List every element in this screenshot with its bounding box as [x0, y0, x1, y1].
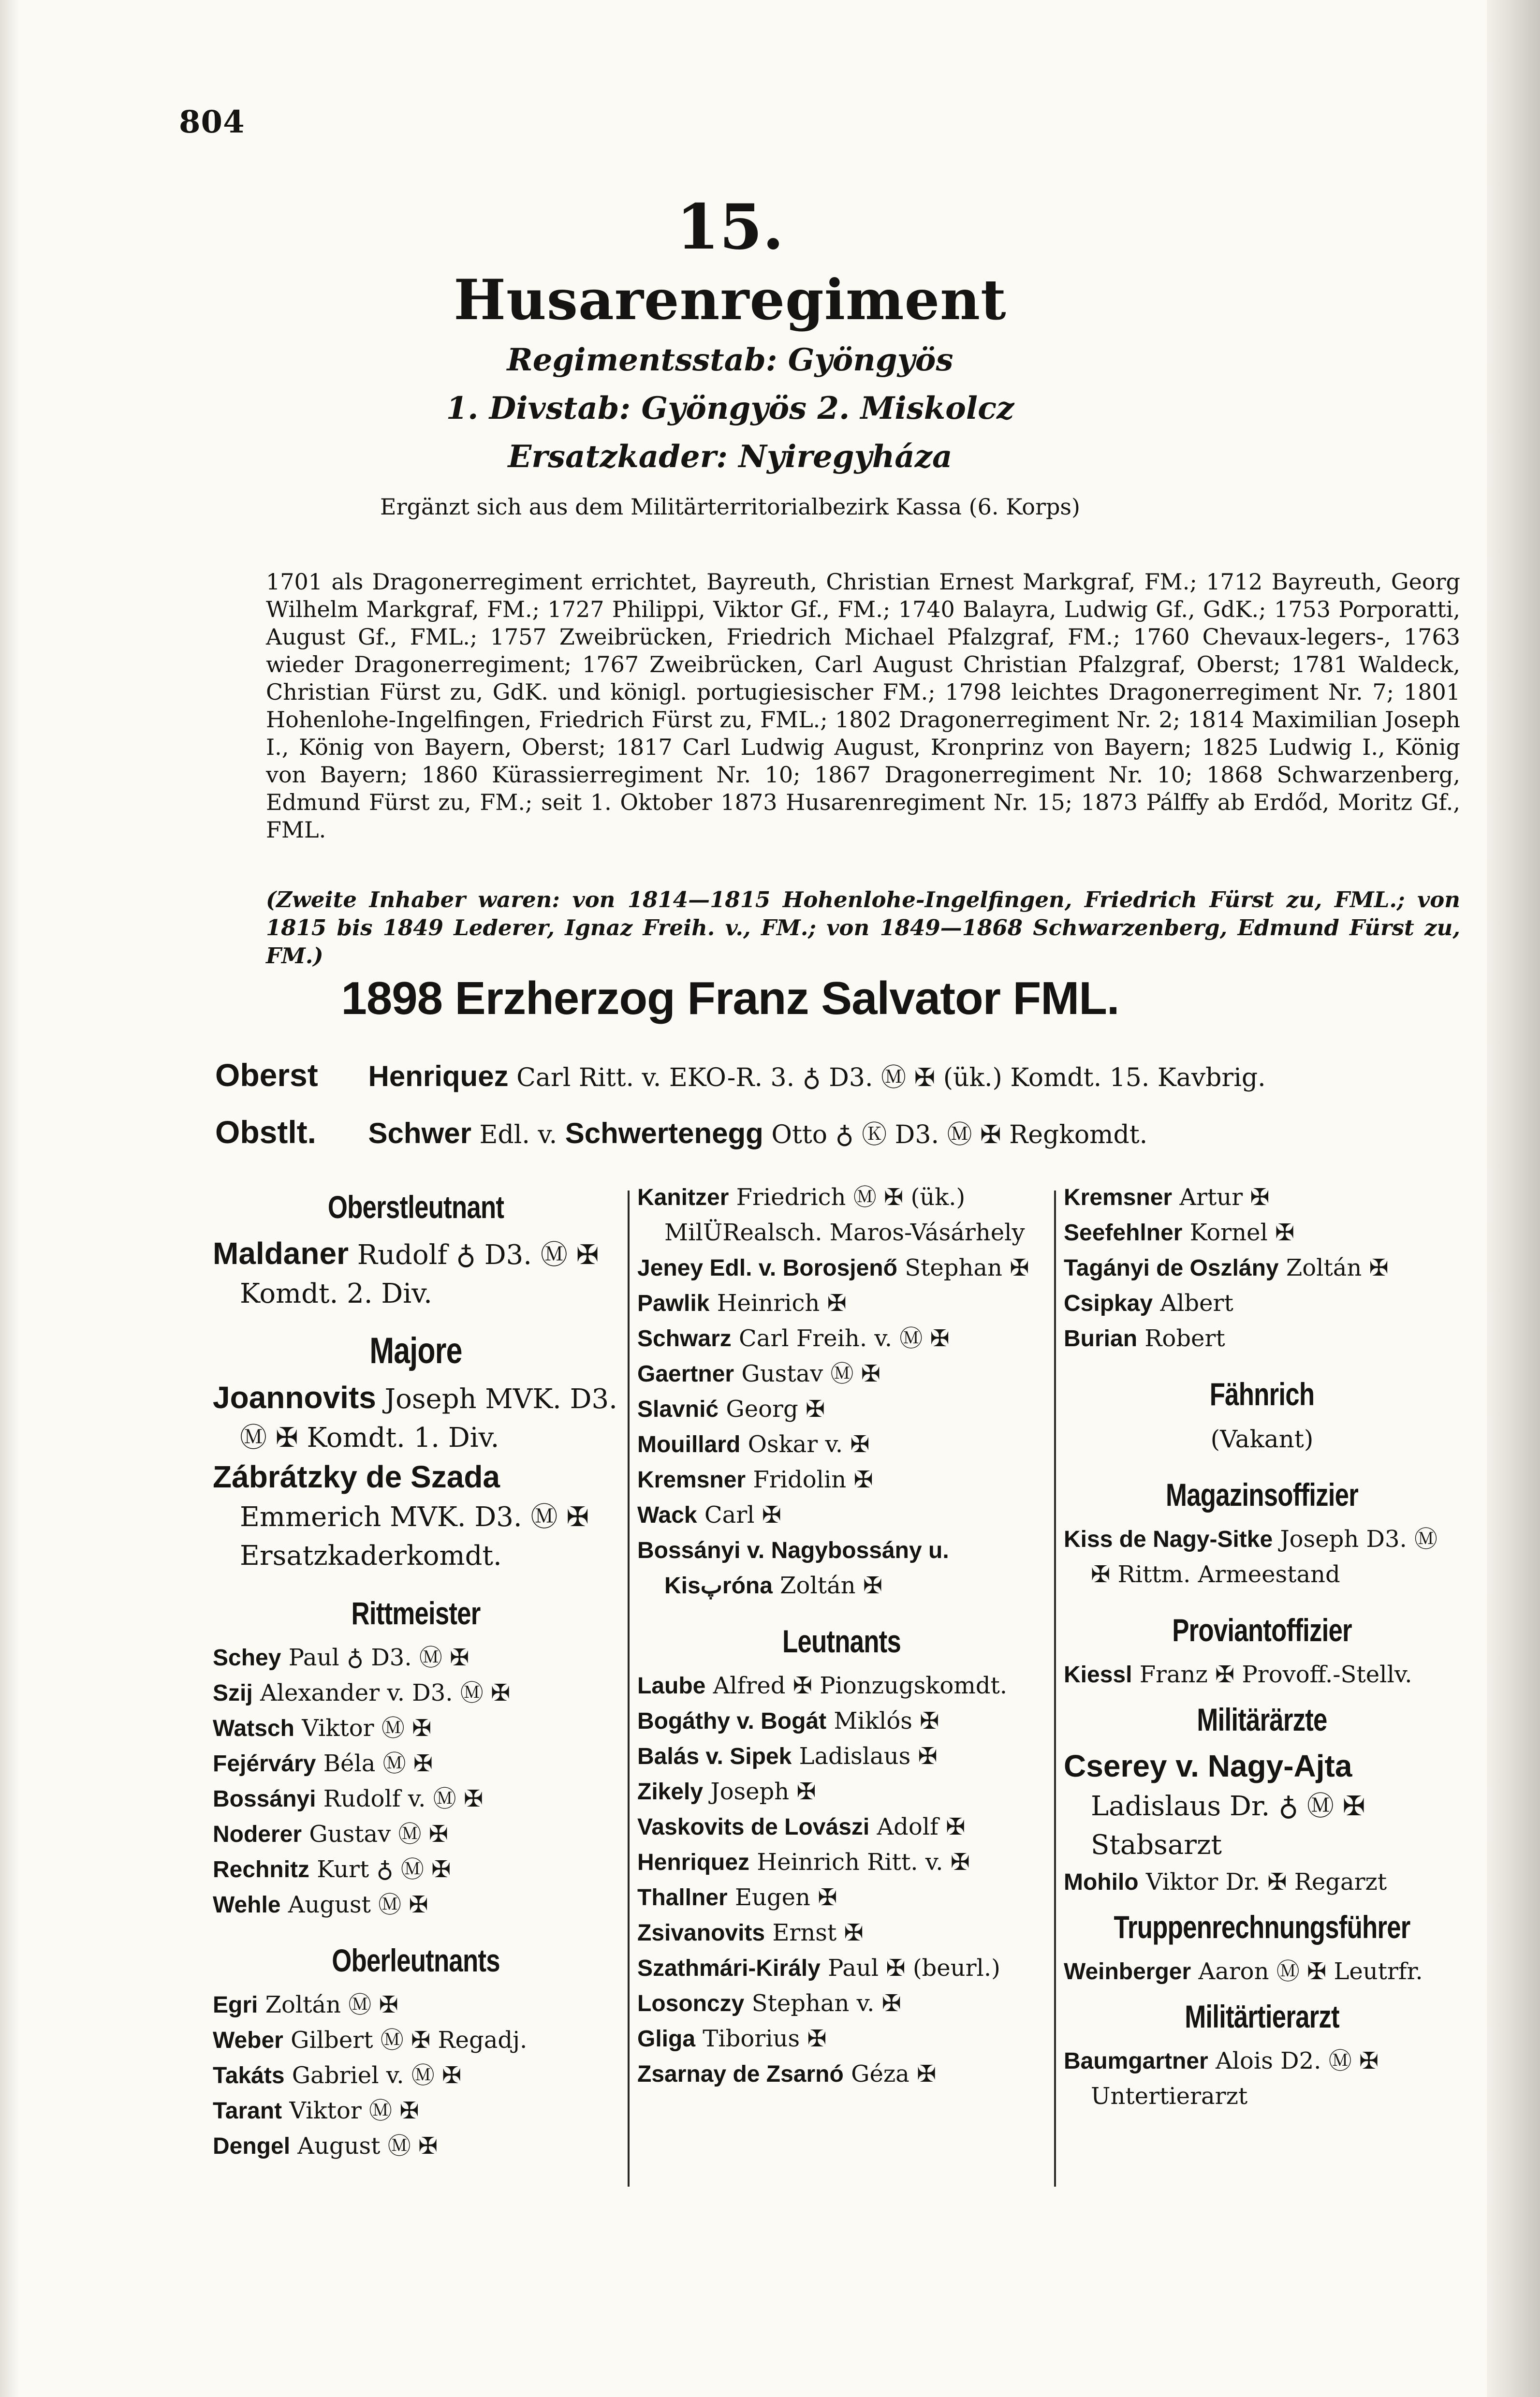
officer-details: Rudolf ♁ D3. Ⓜ ✠ Komdt. 2. Div. — [240, 1239, 599, 1309]
officer-surname: Watsch — [213, 1716, 294, 1741]
section-subtitle-vakant: (Vakant) — [1210, 1425, 1314, 1453]
list-item — [1064, 2044, 1460, 2114]
officer-surname: Burian — [1064, 1326, 1138, 1352]
officer-surname: Bogáthy v. Bogát — [637, 1708, 827, 1734]
officer-surname: Bossányi v. Nagybossány u. Kisپróna — [637, 1538, 949, 1599]
list-item — [213, 1887, 619, 1923]
list-item — [637, 1462, 1046, 1498]
officer-details: August Ⓜ ✠ — [297, 2132, 438, 2160]
officer-surname: Maldaner — [213, 1236, 349, 1271]
list-item — [213, 1987, 619, 2023]
officer-details: Ernst ✠ — [772, 1919, 864, 1946]
column-middle — [637, 1180, 1046, 2092]
officer-surname: Mouillard — [637, 1432, 741, 1457]
zweite-inhaber: (Zweite Inhaber waren: von 1814—1815 Hohenlohe-Ingelfingen, Friedrich Fürst zu, FML.; von 1815 bis 1849 Lederer, Ignaz Freih. v., FM.; von 1849—1868 Schwarzenberg, Edmund Fürst zu, FM.) — [266, 887, 1460, 969]
officer-surname: Tarant — [213, 2098, 282, 2124]
section-title-magazinsoffizier: Magazinsoffizier — [1166, 1477, 1358, 1513]
officer-details: Gustav Ⓜ ✠ — [741, 1360, 881, 1387]
officer-surname: Wehle — [213, 1892, 281, 1918]
officer-surname: Tagányi de Oszlány — [1064, 1255, 1279, 1281]
officer-details: Heinrich Ritt. v. ✠ — [757, 1849, 970, 1876]
list-item — [1064, 1215, 1460, 1250]
officer-details: Emmerich MVK. D3. Ⓜ ✠ Ersatzkaderkomdt. — [240, 1501, 589, 1572]
officer-details: Viktor Ⓜ ✠ — [289, 2097, 419, 2124]
list-item — [1064, 1321, 1460, 1356]
officer-details: Carl Ritt. v. EKO-R. 3. ♁ D3. Ⓜ ✠ (ük.) Komdt. 15. Kavbrig. — [516, 1063, 1266, 1092]
ersatzkader-line: Ersatzkader: Nyiregyháza — [508, 439, 953, 475]
column-left — [213, 1180, 619, 2164]
regiment-header — [203, 191, 1257, 529]
officer-details: Artur ✠ — [1179, 1184, 1270, 1211]
regimentsstab-line: Regimentsstab: Gyöngyös — [507, 342, 953, 378]
officer-details: Miklós ✠ — [834, 1707, 939, 1735]
officer-surname: Fejérváry — [213, 1751, 316, 1777]
section-title-militaertierarzt: Militärtierarzt — [1185, 1999, 1339, 2034]
officer-details: Alfred ✠ Pionzugskomdt. — [713, 1672, 1008, 1699]
list-item — [213, 2023, 619, 2058]
section-title-leutnants: Leutnants — [782, 1623, 901, 1659]
officer-surname: Rechnitz — [213, 1857, 310, 1882]
page-right-edge — [1487, 0, 1540, 2397]
officer-details: Oskar v. ✠ — [748, 1431, 870, 1458]
section-title-proviantoffizier: Proviantoffizier — [1172, 1612, 1352, 1648]
column-right — [1064, 1180, 1460, 2114]
list-item — [1064, 1180, 1460, 1215]
rank-label: Obstlt. — [215, 1114, 316, 1150]
list-item — [213, 1457, 619, 1575]
officer-surname: Baumgartner — [1064, 2048, 1208, 2074]
officer-surname: Zábrátzky de Szada — [213, 1459, 500, 1494]
command-row-obstlt — [215, 1114, 1472, 1150]
officer-details: Adolf ✠ — [877, 1813, 966, 1840]
inhaber-line: 1898 Erzherzog Franz Salvator FML. — [341, 972, 1119, 1024]
officer-surname: Cserey v. Nagy-Ajta — [1064, 1749, 1352, 1783]
list-item — [213, 2093, 619, 2129]
list-item — [637, 1250, 1046, 1286]
list-item — [637, 1845, 1046, 1880]
officer-surname: Joannovits — [213, 1380, 376, 1415]
list-item — [637, 1427, 1046, 1462]
officer-surname: Henriquez — [368, 1060, 509, 1092]
officer-surname: Zsarnay de Zsarnó — [637, 2061, 844, 2087]
officer-surname: Gaertner — [637, 1361, 734, 1387]
officer-details: Zoltán Ⓜ ✠ — [265, 1991, 398, 2018]
officer-details: Robert — [1144, 1325, 1225, 1352]
list-item — [637, 1704, 1046, 1739]
officer-surname-2: Schwertenegg — [565, 1117, 763, 1149]
officer-surname: Csipkay — [1064, 1291, 1153, 1316]
list-item — [1064, 1747, 1460, 1865]
officer-details: Gabriel v. Ⓜ ✠ — [292, 2062, 462, 2089]
rank-label: Oberst — [215, 1057, 318, 1093]
list-item — [1064, 1657, 1460, 1692]
officer-details: Tiborius ✠ — [703, 2025, 827, 2052]
list-item — [637, 1668, 1046, 1704]
divstab-line: 1. Divstab: Gyöngyös 2. Miskolcz — [446, 390, 1014, 426]
page-number: 804 — [179, 104, 245, 140]
list-item — [1064, 1286, 1460, 1321]
page-left-edge — [0, 0, 19, 2397]
officer-details: Alexander v. D3. Ⓜ ✠ — [260, 1679, 511, 1706]
officer-surname: Thallner — [637, 1885, 728, 1911]
officer-details: Gilbert Ⓜ ✠ Regadj. — [291, 2027, 528, 2054]
list-item — [637, 1809, 1046, 1845]
list-item — [637, 1880, 1046, 1915]
officer-surname: Pawlik — [637, 1291, 710, 1316]
officer-surname: Jeney Edl. v. Borosjenő — [637, 1255, 897, 1281]
officer-details: Kornel ✠ — [1189, 1219, 1295, 1246]
list-item — [213, 1781, 619, 1817]
officer-surname: Seefehlner — [1064, 1220, 1183, 1246]
officer-surname: Weinberger — [1064, 1959, 1191, 1985]
section-title-oberstleutnant: Oberstleutnant — [327, 1189, 504, 1225]
officer-particle: Edl. v. — [479, 1120, 557, 1149]
officer-details: Georg ✠ — [726, 1396, 825, 1423]
list-item — [637, 2057, 1046, 2092]
officer-surname: Schey — [213, 1645, 281, 1671]
list-item — [1064, 1865, 1460, 1900]
officer-details: Ladislaus ✠ — [799, 1743, 938, 1770]
officer-surname: Kanitzer — [637, 1185, 729, 1210]
regiment-title: Husarenregiment — [454, 267, 1007, 332]
section-title-majore: Majore — [369, 1330, 462, 1371]
officer-surname: Balás v. Sipek — [637, 1744, 792, 1769]
list-item — [213, 1852, 619, 1887]
list-item — [213, 1746, 619, 1781]
officer-surname: Kiss de Nagy-Sitke — [1064, 1527, 1273, 1552]
officer-details: Joseph ✠ — [710, 1778, 816, 1805]
officer-details: Albert — [1160, 1290, 1233, 1317]
list-item — [637, 1498, 1046, 1533]
section-title-truppenrechnungsfuehrer: Truppenrechnungsführer — [1114, 1909, 1410, 1945]
list-item — [1064, 1954, 1460, 1989]
officer-details: Stephan v. ✠ — [751, 1990, 901, 2017]
officer-surname: Noderer — [213, 1822, 302, 1847]
officer-details: Carl ✠ — [704, 1501, 781, 1529]
officer-surname: Kremsner — [1064, 1185, 1173, 1210]
officer-surname: Szathmári-Király — [637, 1956, 821, 1981]
officer-surname: Takáts — [213, 2063, 285, 2088]
regiment-number: 15. — [676, 191, 784, 264]
list-item — [637, 1951, 1046, 1986]
officer-details: Gustav Ⓜ ✠ — [309, 1821, 448, 1848]
officer-details: Carl Freih. v. Ⓜ ✠ — [739, 1325, 950, 1352]
officer-surname: Kiessl — [1064, 1662, 1132, 1688]
officer-details: Kurt ♁ Ⓜ ✠ — [317, 1856, 451, 1883]
officer-surname: Dengel — [213, 2133, 291, 2159]
officer-surname: Szij — [213, 1680, 253, 1706]
officer-details: Viktor Dr. ✠ Regarzt — [1145, 1868, 1387, 1896]
erganzt-line: Ergänzt sich aus dem Militärterritorialbezirk Kassa (6. Korps) — [380, 494, 1080, 520]
officer-surname: Zikely — [637, 1779, 704, 1805]
officer-surname: Bossányi — [213, 1786, 316, 1812]
officer-details: Zoltán ✠ — [1286, 1254, 1389, 1281]
list-item — [637, 1915, 1046, 1951]
list-item — [637, 1286, 1046, 1321]
list-item — [213, 1817, 619, 1852]
list-item — [213, 1676, 619, 1711]
list-item — [637, 1180, 1046, 1250]
officer-surname: Schwer — [368, 1117, 471, 1149]
officer-details: Heinrich ✠ — [717, 1290, 847, 1317]
list-item — [213, 1378, 619, 1457]
list-item — [637, 1533, 1046, 1603]
section-title-rittmeister: Rittmeister — [351, 1595, 481, 1631]
list-item — [637, 1739, 1046, 1774]
officer-surname: Henriquez — [637, 1850, 750, 1875]
officer-details: Zoltán ✠ — [780, 1572, 883, 1599]
officer-details: Alois D2. Ⓜ ✠ Untertierarzt — [1091, 2047, 1379, 2110]
list-item — [637, 1356, 1046, 1392]
officer-surname: Gliga — [637, 2026, 696, 2052]
section-title-oberleutnants: Oberleutnants — [332, 1942, 500, 1978]
officer-details: Géza ✠ — [851, 2060, 937, 2088]
officer-details: Eugen ✠ — [734, 1884, 837, 1911]
list-item — [213, 1711, 619, 1746]
column-divider — [1054, 1191, 1056, 2187]
list-item — [213, 1234, 619, 1313]
officer-details: Friedrich Ⓜ ✠ (ük.) MilÜRealsch. Maros-Vásárhely — [664, 1184, 1025, 1246]
officer-surname: Wack — [637, 1502, 697, 1528]
section-title-faehnrich: Fähnrich — [1209, 1376, 1315, 1412]
officer-details: Otto ♁ Ⓚ D3. Ⓜ ✠ Regkomdt. — [771, 1120, 1148, 1149]
list-item — [637, 1321, 1046, 1356]
officer-details: Joseph D3. Ⓜ ✠ Rittm. Armeestand — [1091, 1526, 1438, 1588]
section-title-militaeraerzte: Militärärzte — [1197, 1702, 1327, 1737]
list-item — [637, 1774, 1046, 1809]
officer-details: Ladislaus Dr. ♁ Ⓜ ✠ Stabsarzt — [1091, 1791, 1365, 1861]
officer-details: Fridolin ✠ — [753, 1466, 873, 1493]
list-item — [213, 2129, 619, 2164]
list-item — [213, 2058, 619, 2093]
column-divider — [628, 1191, 630, 2187]
list-item — [637, 1986, 1046, 2021]
list-item — [1064, 1250, 1460, 1286]
officer-details: Franz ✠ Provoff.-Stellv. — [1139, 1661, 1412, 1688]
officer-surname: Kremsner — [637, 1467, 746, 1493]
officer-surname: Schwarz — [637, 1326, 732, 1352]
officer-details: Stephan ✠ — [905, 1254, 1029, 1281]
officer-details: Aaron Ⓜ ✠ Leutrfr. — [1198, 1958, 1423, 1985]
officer-surname: Vaskovits de Lovászi — [637, 1814, 870, 1840]
list-item — [637, 2021, 1046, 2057]
officer-details: Joseph MVK. D3. Ⓜ ✠ Komdt. 1. Div. — [240, 1383, 617, 1454]
officer-surname: Weber — [213, 2028, 283, 2053]
officer-surname: Mohilo — [1064, 1869, 1139, 1895]
officer-details: Béla Ⓜ ✠ — [323, 1750, 433, 1777]
officer-details: Paul ✠ (beurl.) — [828, 1955, 1000, 1982]
officer-details: August Ⓜ ✠ — [288, 1891, 428, 1918]
list-item — [1064, 1522, 1460, 1592]
officer-details: Paul ♁ D3. Ⓜ ✠ — [288, 1644, 469, 1671]
regiment-history: 1701 als Dragonerregiment errichtet, Bayreuth, Christian Ernest Markgraf, FM.; 1712 Bayreuth, Georg Wilhelm Markgraf, FM.; 1727 Philippi, Viktor Gf., FM.; 1740 Balayra, Ludwig Gf., GdK.; 1753 Porporatti, August Gf., FML.; 1757 Zweibrücken, Friedrich Michael Pfalzgraf, FM.; 1760 Chevaux-legers-, 1763 wieder Dragonerregiment; 1767 Zweibrücken, Carl August Christian Pfalzgraf, Oberst; 1781 Waldeck, Christian Fürst zu, GdK. und königl. portugiesischer FM.; 1798 leichtes Dragonerregiment Nr. 7; 1801 Hohenlohe-Ingelfingen, Friedrich Fürst zu, FML.; 1802 Dragonerregiment Nr. 2; 1814 Maximilian Joseph I., König von Bayern, Oberst; 1817 Carl Ludwig August, Kronprinz von Bayern; 1825 Ludwig I., König von Bayern; 1860 Kürassierregiment Nr. 10; 1867 Dragonerregiment Nr. 10; 1868 Schwarzenberg, Edmund Fürst zu, FM.; seit 1. Oktober 1873 Husarenregiment Nr. 15; 1873 Pálffy ab Erdőd, Moritz Gf., FML. — [266, 569, 1460, 843]
officer-surname: Laube — [637, 1673, 706, 1699]
list-item — [213, 1640, 619, 1676]
officer-surname: Egri — [213, 1992, 258, 2018]
officer-surname: Zsivanovits — [637, 1920, 765, 1946]
list-item — [637, 1392, 1046, 1427]
command-row-oberst — [215, 1057, 1472, 1093]
officer-details: Viktor Ⓜ ✠ — [302, 1715, 432, 1742]
officer-details: Rudolf v. Ⓜ ✠ — [323, 1785, 484, 1812]
officer-surname: Slavnić — [637, 1397, 719, 1422]
officer-surname: Losonczy — [637, 1991, 745, 2016]
